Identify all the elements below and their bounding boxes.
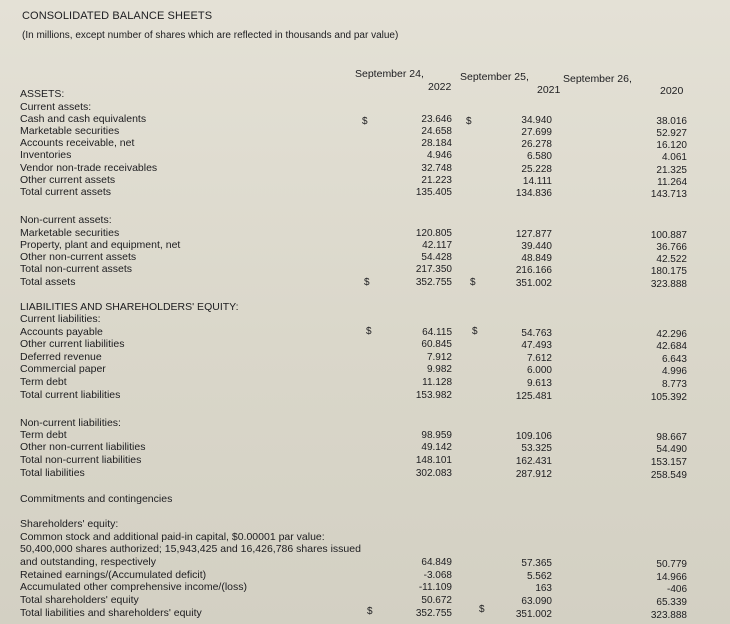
row-value-2: 54.763 [521, 328, 552, 339]
row-value-1: 135.405 [415, 187, 452, 198]
row-value-2: 26.278 [521, 139, 552, 150]
row-label: Accounts receivable, net [20, 137, 135, 149]
row-value-3: 323.888 [650, 279, 687, 290]
row-value-2: 5.562 [526, 571, 552, 582]
row-value-1: 7.912 [426, 352, 452, 363]
row-value-3: 54.490 [656, 444, 687, 455]
col3-header-year: 2020 [660, 85, 684, 97]
row-label: Other current assets [20, 174, 116, 186]
row-value-2: 163 [535, 583, 552, 594]
row-value-3: 4.061 [661, 152, 687, 163]
row-value-3: 8.773 [661, 379, 687, 390]
row-value-1: 32.748 [421, 163, 452, 174]
row-value-1: 24.658 [421, 126, 452, 137]
row-label: Marketable securities [20, 227, 120, 239]
row-value-3: 36.766 [656, 242, 687, 253]
row-value-3: 42.684 [656, 341, 687, 352]
row-value-3: 323.888 [650, 610, 687, 621]
row-label: LIABILITIES AND SHAREHOLDERS' EQUITY: [20, 301, 239, 313]
row-value-3: -406 [666, 584, 687, 595]
row-value-3: 42.296 [656, 329, 687, 340]
row-value-3: 16.120 [656, 140, 687, 151]
row-value-3: 14.966 [656, 572, 687, 583]
row-value-1: 302.083 [415, 468, 452, 479]
document-subtitle: (In millions, except number of shares which are reflected in thousands and par value) [22, 30, 399, 41]
row-value-2: 48.849 [521, 253, 552, 264]
row-value-2: 7.612 [526, 353, 552, 364]
row-value-1: 21.223 [421, 175, 452, 186]
row-label: Term debt [20, 376, 67, 388]
row-value-1: 352.755 [415, 608, 452, 619]
row-value-2: 6.580 [526, 151, 552, 162]
row-value-1: 352.755 [415, 277, 452, 288]
row-label: Property, plant and equipment, net [20, 239, 181, 251]
row-value-1: 64.849 [421, 557, 452, 568]
row-label: Current assets: [20, 101, 92, 113]
row-label: Total liabilities [20, 467, 85, 479]
col1-header-date: September 24, [355, 68, 424, 80]
row-label: Current liabilities: [20, 313, 101, 325]
row-value-3: 105.392 [650, 392, 687, 403]
row-value-3: 38.016 [656, 116, 687, 127]
row-label: Shareholders' equity: [20, 518, 119, 530]
row-label: Other current liabilities [20, 338, 125, 350]
col2-header-year: 2021 [537, 84, 561, 96]
row-label: 50,400,000 shares authorized; 15,943,425 and 16,426,786 shares issued [20, 543, 361, 555]
row-label: Total assets [20, 276, 76, 288]
row-value-3: 180.175 [650, 266, 687, 277]
row-value-1: 9.982 [426, 364, 452, 375]
row-label: Other non-current assets [20, 251, 137, 263]
row-label: Non-current assets: [20, 214, 112, 226]
row-value-3: 11.264 [657, 177, 687, 188]
row-value-2: 53.325 [521, 443, 552, 454]
currency-symbol: $ [362, 116, 368, 127]
currency-symbol: $ [479, 604, 485, 615]
row-value-2: 25.228 [521, 164, 552, 175]
row-value-1: 148.101 [415, 455, 452, 466]
row-label: Term debt [20, 429, 67, 441]
row-label: Cash and cash equivalents [20, 113, 147, 125]
row-value-3: 98.667 [656, 432, 687, 443]
row-value-2: 162.431 [515, 456, 552, 467]
row-label: Total shareholders' equity [20, 594, 139, 606]
row-value-2: 134.836 [515, 188, 552, 199]
row-label: Commitments and contingencies [20, 493, 173, 505]
row-value-2: 351.002 [515, 609, 552, 620]
row-value-1: 60.845 [421, 339, 452, 350]
row-value-1: -11.109 [418, 582, 452, 593]
row-value-1: -3.068 [423, 570, 452, 581]
row-value-3: 42.522 [656, 254, 687, 265]
row-label: Common stock and additional paid-in capital, $0.00001 par value: [20, 531, 325, 543]
row-value-3: 258.549 [650, 470, 687, 481]
row-value-2: 47.493 [521, 340, 552, 351]
row-label: and outstanding, respectively [20, 556, 157, 568]
row-label: Total current liabilities [20, 389, 121, 401]
row-value-2: 34.940 [521, 115, 552, 126]
row-value-1: 217.350 [415, 264, 452, 275]
row-label: Retained earnings/(Accumulated deficit) [20, 569, 207, 581]
row-value-3: 100.887 [650, 230, 687, 241]
row-label: Other non-current liabilities [20, 441, 146, 453]
col2-header-date: September 25, [460, 71, 529, 83]
row-value-3: 52.927 [656, 128, 687, 139]
row-value-2: 109.106 [515, 431, 552, 442]
row-label: Total non-current assets [20, 263, 133, 275]
row-value-1: 42.117 [422, 240, 452, 251]
row-label: Deferred revenue [20, 351, 102, 363]
row-value-1: 153.982 [415, 390, 452, 401]
row-value-1: 28.184 [421, 138, 452, 149]
row-value-1: 64.115 [422, 327, 452, 338]
row-label: Marketable securities [20, 125, 120, 137]
row-value-2: 14.111 [522, 176, 552, 187]
row-label: Non-current liabilities: [20, 417, 121, 429]
row-label: Total liabilities and shareholders' equity [20, 607, 202, 619]
row-value-1: 54.428 [421, 252, 452, 263]
row-label: Commercial paper [20, 363, 106, 375]
row-value-1: 49.142 [421, 442, 452, 453]
row-value-1: 120.805 [415, 228, 452, 239]
row-label: Accumulated other comprehensive income/(loss) [20, 581, 248, 593]
row-value-2: 6.000 [526, 365, 552, 376]
row-value-1: 98.959 [421, 430, 452, 441]
row-value-2: 216.166 [515, 265, 552, 276]
row-value-1: 4.946 [426, 150, 452, 161]
row-value-2: 125.481 [515, 391, 552, 402]
row-value-2: 351.002 [515, 278, 552, 289]
currency-symbol: $ [466, 116, 472, 127]
row-value-3: 21.325 [656, 165, 687, 176]
row-label: ASSETS: [20, 88, 65, 100]
currency-symbol: $ [367, 606, 373, 617]
row-value-3: 143.713 [650, 189, 687, 200]
currency-symbol: $ [364, 277, 370, 288]
row-value-3: 50.779 [656, 559, 687, 570]
row-value-2: 287.912 [515, 469, 552, 480]
row-value-1: 23.646 [421, 114, 452, 125]
row-value-1: 11.128 [422, 377, 452, 388]
row-label: Accounts payable [20, 326, 103, 338]
row-value-2: 27.699 [521, 127, 552, 138]
row-value-2: 39.440 [521, 241, 552, 252]
currency-symbol: $ [470, 277, 476, 288]
row-value-1: 50.672 [421, 595, 452, 606]
row-label: Total current assets [20, 186, 112, 198]
document-title: CONSOLIDATED BALANCE SHEETS [22, 10, 213, 22]
row-value-3: 6.643 [661, 354, 687, 365]
col1-header-year: 2022 [428, 81, 452, 93]
row-label: Inventories [20, 149, 72, 161]
currency-symbol: $ [366, 326, 372, 337]
row-value-2: 9.613 [526, 378, 552, 389]
row-value-3: 65.339 [656, 597, 687, 608]
row-value-2: 127.877 [515, 229, 552, 240]
row-label: Total non-current liabilities [20, 454, 142, 466]
col3-header-date: September 26, [563, 73, 632, 85]
row-value-3: 153.157 [650, 457, 687, 468]
row-label: Vendor non-trade receivables [20, 162, 158, 174]
row-value-3: 4.996 [661, 366, 687, 377]
row-value-2: 63.090 [521, 596, 552, 607]
row-value-2: 57.365 [521, 558, 552, 569]
currency-symbol: $ [472, 326, 478, 337]
